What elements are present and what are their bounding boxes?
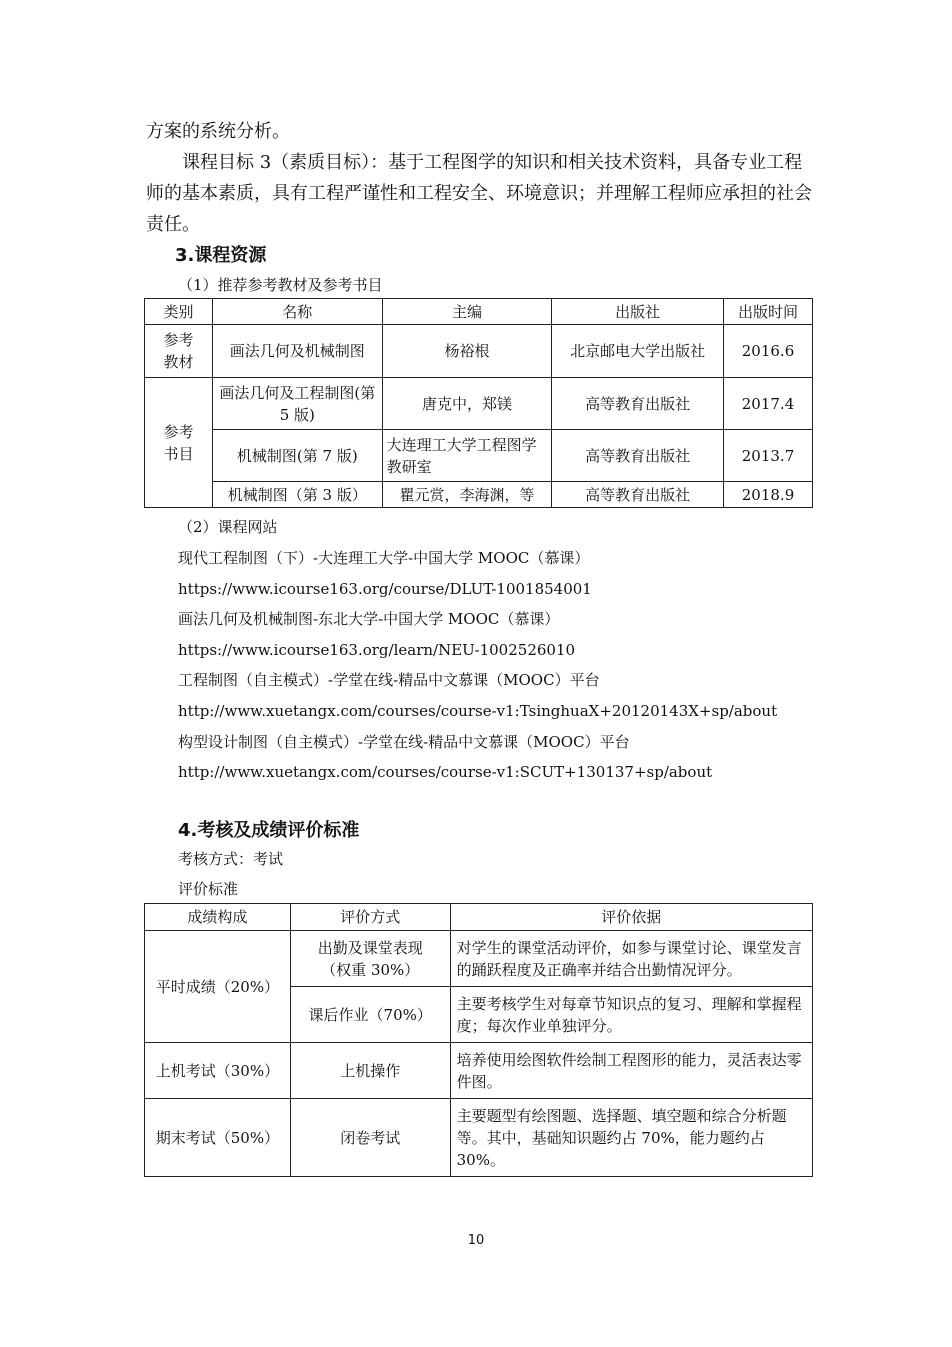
book-date: 2018.9: [724, 482, 813, 508]
basis-cell: 主要题型有绘图题、选择题、填空题和综合分析题等。其中，基础知识题约占 70%，能力题约占 30%。: [450, 1099, 812, 1177]
header-basis: 评价依据: [450, 904, 812, 931]
evaluation-table: [144, 903, 813, 1177]
basis-cell: 对学生的课堂活动评价，如参与课堂讨论、课堂发言的踊跃程度及正确率并结合出勤情况评分。: [450, 931, 812, 987]
list-item: 工程制图（自主模式）-学堂在线-精品中文慕课（MOOC）平台: [178, 671, 600, 690]
book-date: 2016.6: [724, 325, 813, 378]
course-goal-3: 课程目标 3（素质目标）：基于工程图学的知识和相关技术资料，具备专业工程师的基本素质，具有工程严谨性和工程安全、环境意识；并理解工程师应承担的社会责任。: [146, 152, 812, 235]
method-cell: 出勤及课堂表现（权重 30%）: [290, 931, 450, 987]
category-cell: 参考教材: [145, 325, 213, 378]
component-cell: 期末考试（50%）: [145, 1099, 291, 1177]
website-list: [178, 543, 777, 788]
method-cell: 课后作业（70%）: [290, 987, 450, 1043]
table-row: [145, 482, 813, 508]
basis-cell: 主要考核学生对每章节知识点的复习、理解和掌握程度；每次作业单独评分。: [450, 987, 812, 1043]
table-header-row: [145, 904, 813, 931]
section-3-heading: 3.课程资源: [175, 245, 267, 266]
textbook-subheading: （1）推荐参考教材及参考书目: [178, 276, 383, 294]
book-name: 画法几何及工程制图(第 5 版): [212, 378, 382, 430]
book-date: 2017.4: [724, 378, 813, 430]
evaluation-label: 评价标准: [178, 880, 239, 898]
list-item: 画法几何及机械制图-东北大学-中国大学 MOOC（慕课）: [178, 610, 560, 629]
intro-line: 方案的系统分析。: [146, 121, 290, 142]
table-row: [145, 430, 813, 482]
website-subheading: （2）课程网站: [178, 518, 278, 536]
header-category: 类别: [145, 299, 213, 325]
book-name: 机械制图（第 3 版）: [212, 482, 382, 508]
method-cell: 闭卷考试: [290, 1099, 450, 1177]
textbook-table: [144, 298, 813, 508]
page-number: 10: [467, 1233, 485, 1248]
header-date: 出版时间: [724, 299, 813, 325]
section-4-heading: 4.考核及成绩评价标准: [178, 820, 360, 841]
table-header-row: [145, 299, 813, 325]
list-item[interactable]: http://www.xuetangx.com/courses/course-v1:SCUT+130137+sp/about: [178, 763, 713, 782]
book-editor: 杨裕根: [382, 325, 552, 378]
table-row: [145, 378, 813, 430]
book-publisher: 高等教育出版社: [552, 378, 724, 430]
book-name: 机械制图(第 7 版): [212, 430, 382, 482]
book-editor: 瞿元赏，李海渊，等: [382, 482, 552, 508]
table-row: [145, 1099, 813, 1177]
book-publisher: 高等教育出版社: [552, 430, 724, 482]
table-row: [145, 325, 813, 378]
book-editor: 唐克中，郑镁: [382, 378, 552, 430]
component-cell: 上机考试（30%）: [145, 1043, 291, 1099]
list-item: 现代工程制图（下）-大连理工大学-中国大学 MOOC（慕课）: [178, 549, 590, 567]
header-name: 名称: [212, 299, 382, 325]
header-publisher: 出版社: [552, 299, 724, 325]
header-method: 评价方式: [290, 904, 450, 931]
header-editor: 主编: [382, 299, 552, 325]
table-row: [145, 931, 813, 987]
component-cell: 平时成绩（20%）: [145, 931, 291, 1043]
book-publisher: 北京邮电大学出版社: [552, 325, 724, 378]
list-item[interactable]: http://www.xuetangx.com/courses/course-v1:TsinghuaX+20120143X+sp/about: [178, 701, 778, 720]
header-component: 成绩构成: [145, 904, 291, 931]
book-publisher: 高等教育出版社: [552, 482, 724, 508]
book-date: 2013.7: [724, 430, 813, 482]
list-item[interactable]: https://www.icourse163.org/learn/NEU-1002526010: [178, 640, 576, 659]
exam-method: 考核方式：考试: [178, 850, 284, 868]
book-name: 画法几何及机械制图: [212, 325, 382, 378]
table-row: [145, 1043, 813, 1099]
list-item: 构型设计制图（自主模式）-学堂在线-精品中文慕课（MOOC）平台: [178, 732, 630, 751]
book-editor: 大连理工大学工程图学教研室: [382, 430, 552, 482]
basis-cell: 培养使用绘图软件绘制工程图形的能力，灵活表达零件图。: [450, 1043, 812, 1099]
category-cell: 参考书目: [145, 378, 213, 508]
method-cell: 上机操作: [290, 1043, 450, 1099]
list-item[interactable]: https://www.icourse163.org/course/DLUT-1001854001: [178, 579, 592, 598]
